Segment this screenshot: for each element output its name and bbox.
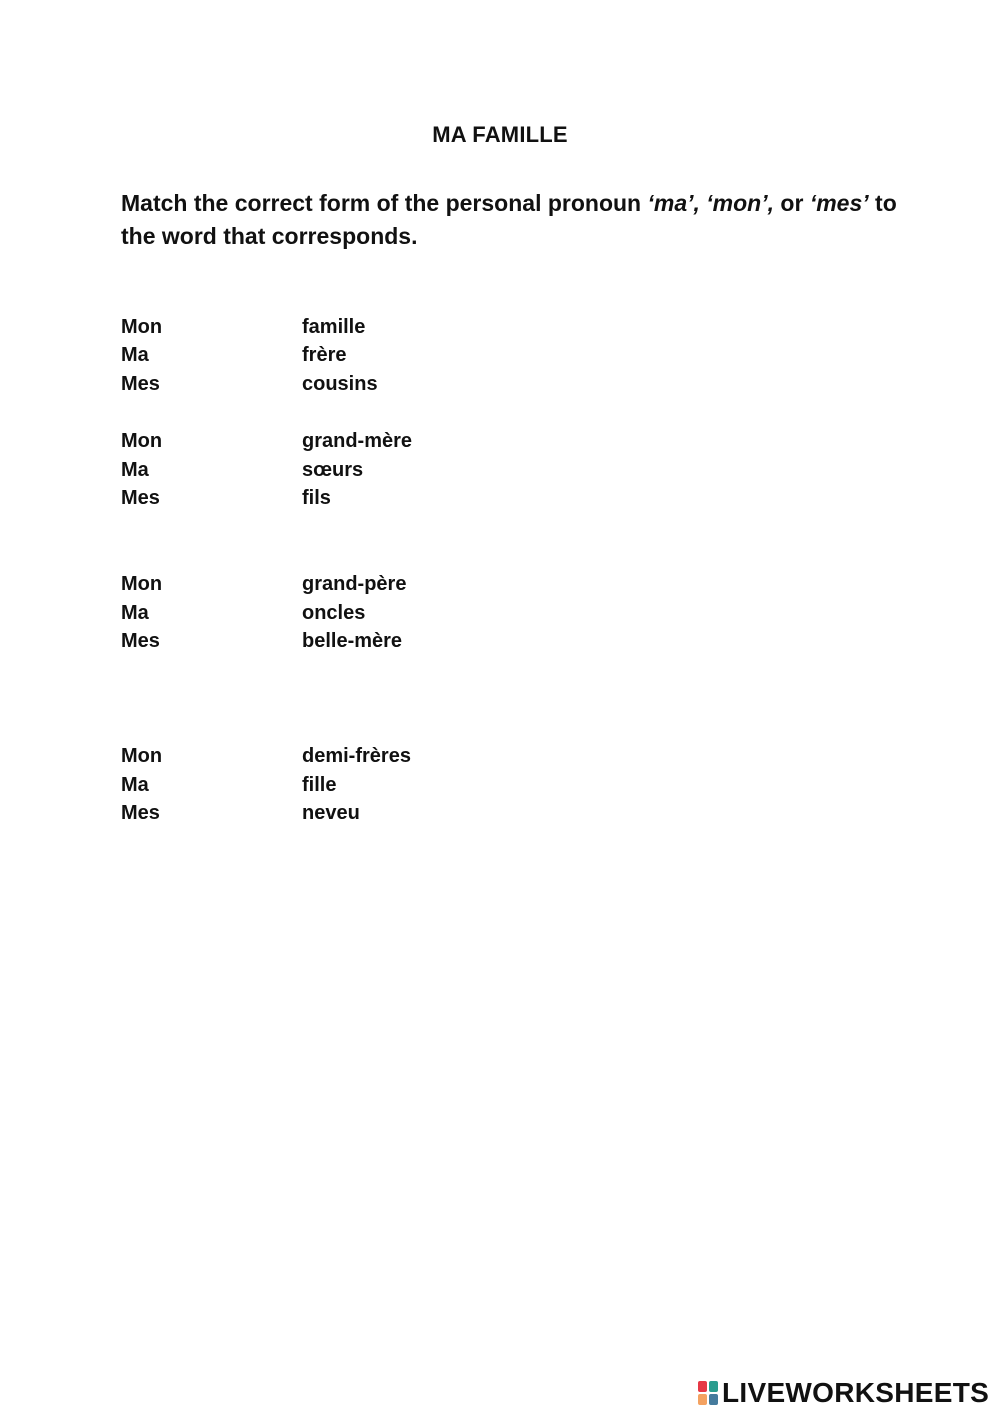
pronoun-option[interactable]: Ma [121, 602, 149, 624]
logo-square-icon [709, 1381, 718, 1392]
match-row [0, 602, 1000, 630]
match-row [0, 430, 1000, 458]
pronoun-option[interactable]: Mon [121, 430, 163, 452]
match-row [0, 373, 1000, 401]
page-title: MA FAMILLE [432, 122, 568, 147]
match-row [0, 487, 1000, 515]
noun-target[interactable]: fils [302, 487, 331, 509]
noun-target[interactable]: grand-mère [302, 430, 413, 452]
pronoun-option[interactable]: Ma [121, 344, 149, 366]
match-row [0, 344, 1000, 372]
option-mes: ‘mes’ [809, 190, 869, 216]
noun-target[interactable]: neveu [302, 802, 360, 824]
logo-square-icon [698, 1394, 707, 1405]
noun-target[interactable]: grand-père [302, 573, 407, 595]
match-row [0, 802, 1000, 830]
noun-target[interactable]: belle-mère [302, 630, 403, 652]
pronoun-option[interactable]: Mes [121, 802, 160, 824]
match-row [0, 745, 1000, 773]
logo-text: LIVEWORKSHEETS [722, 1377, 990, 1408]
noun-target[interactable]: oncles [302, 602, 366, 624]
instructions-or: or [774, 190, 810, 216]
match-row [0, 459, 1000, 487]
noun-target[interactable]: famille [302, 316, 366, 338]
pronoun-option[interactable]: Mon [121, 573, 163, 595]
logo-square-icon [709, 1394, 718, 1405]
option-mon: ‘mon’, [706, 190, 775, 216]
pronoun-option[interactable]: Ma [121, 774, 149, 796]
noun-target[interactable]: fille [302, 774, 337, 796]
match-row [0, 316, 1000, 344]
match-row [0, 774, 1000, 802]
match-row [0, 573, 1000, 601]
noun-target[interactable]: cousins [302, 373, 378, 395]
pronoun-option[interactable]: Mon [121, 745, 163, 767]
noun-target[interactable]: demi-frères [302, 745, 411, 767]
pronoun-option[interactable]: Ma [121, 459, 149, 481]
pronoun-option[interactable]: Mes [121, 373, 160, 395]
match-row [0, 630, 1000, 658]
logo-square-icon [698, 1381, 707, 1392]
pronoun-option[interactable]: Mes [121, 630, 160, 652]
instructions-part1: Match the correct form of the personal pronoun [121, 190, 648, 216]
option-ma: ‘ma’, [647, 190, 700, 216]
noun-target[interactable]: frère [302, 344, 347, 366]
pronoun-option[interactable]: Mes [121, 487, 160, 509]
logo-mark-icon [697, 1380, 719, 1406]
pronoun-option[interactable]: Mon [121, 316, 163, 338]
noun-target[interactable]: sœurs [302, 459, 364, 481]
liveworksheets-logo [697, 1377, 989, 1409]
instructions-part2: to the word that corresponds. [121, 190, 897, 249]
instructions-text [121, 187, 901, 253]
